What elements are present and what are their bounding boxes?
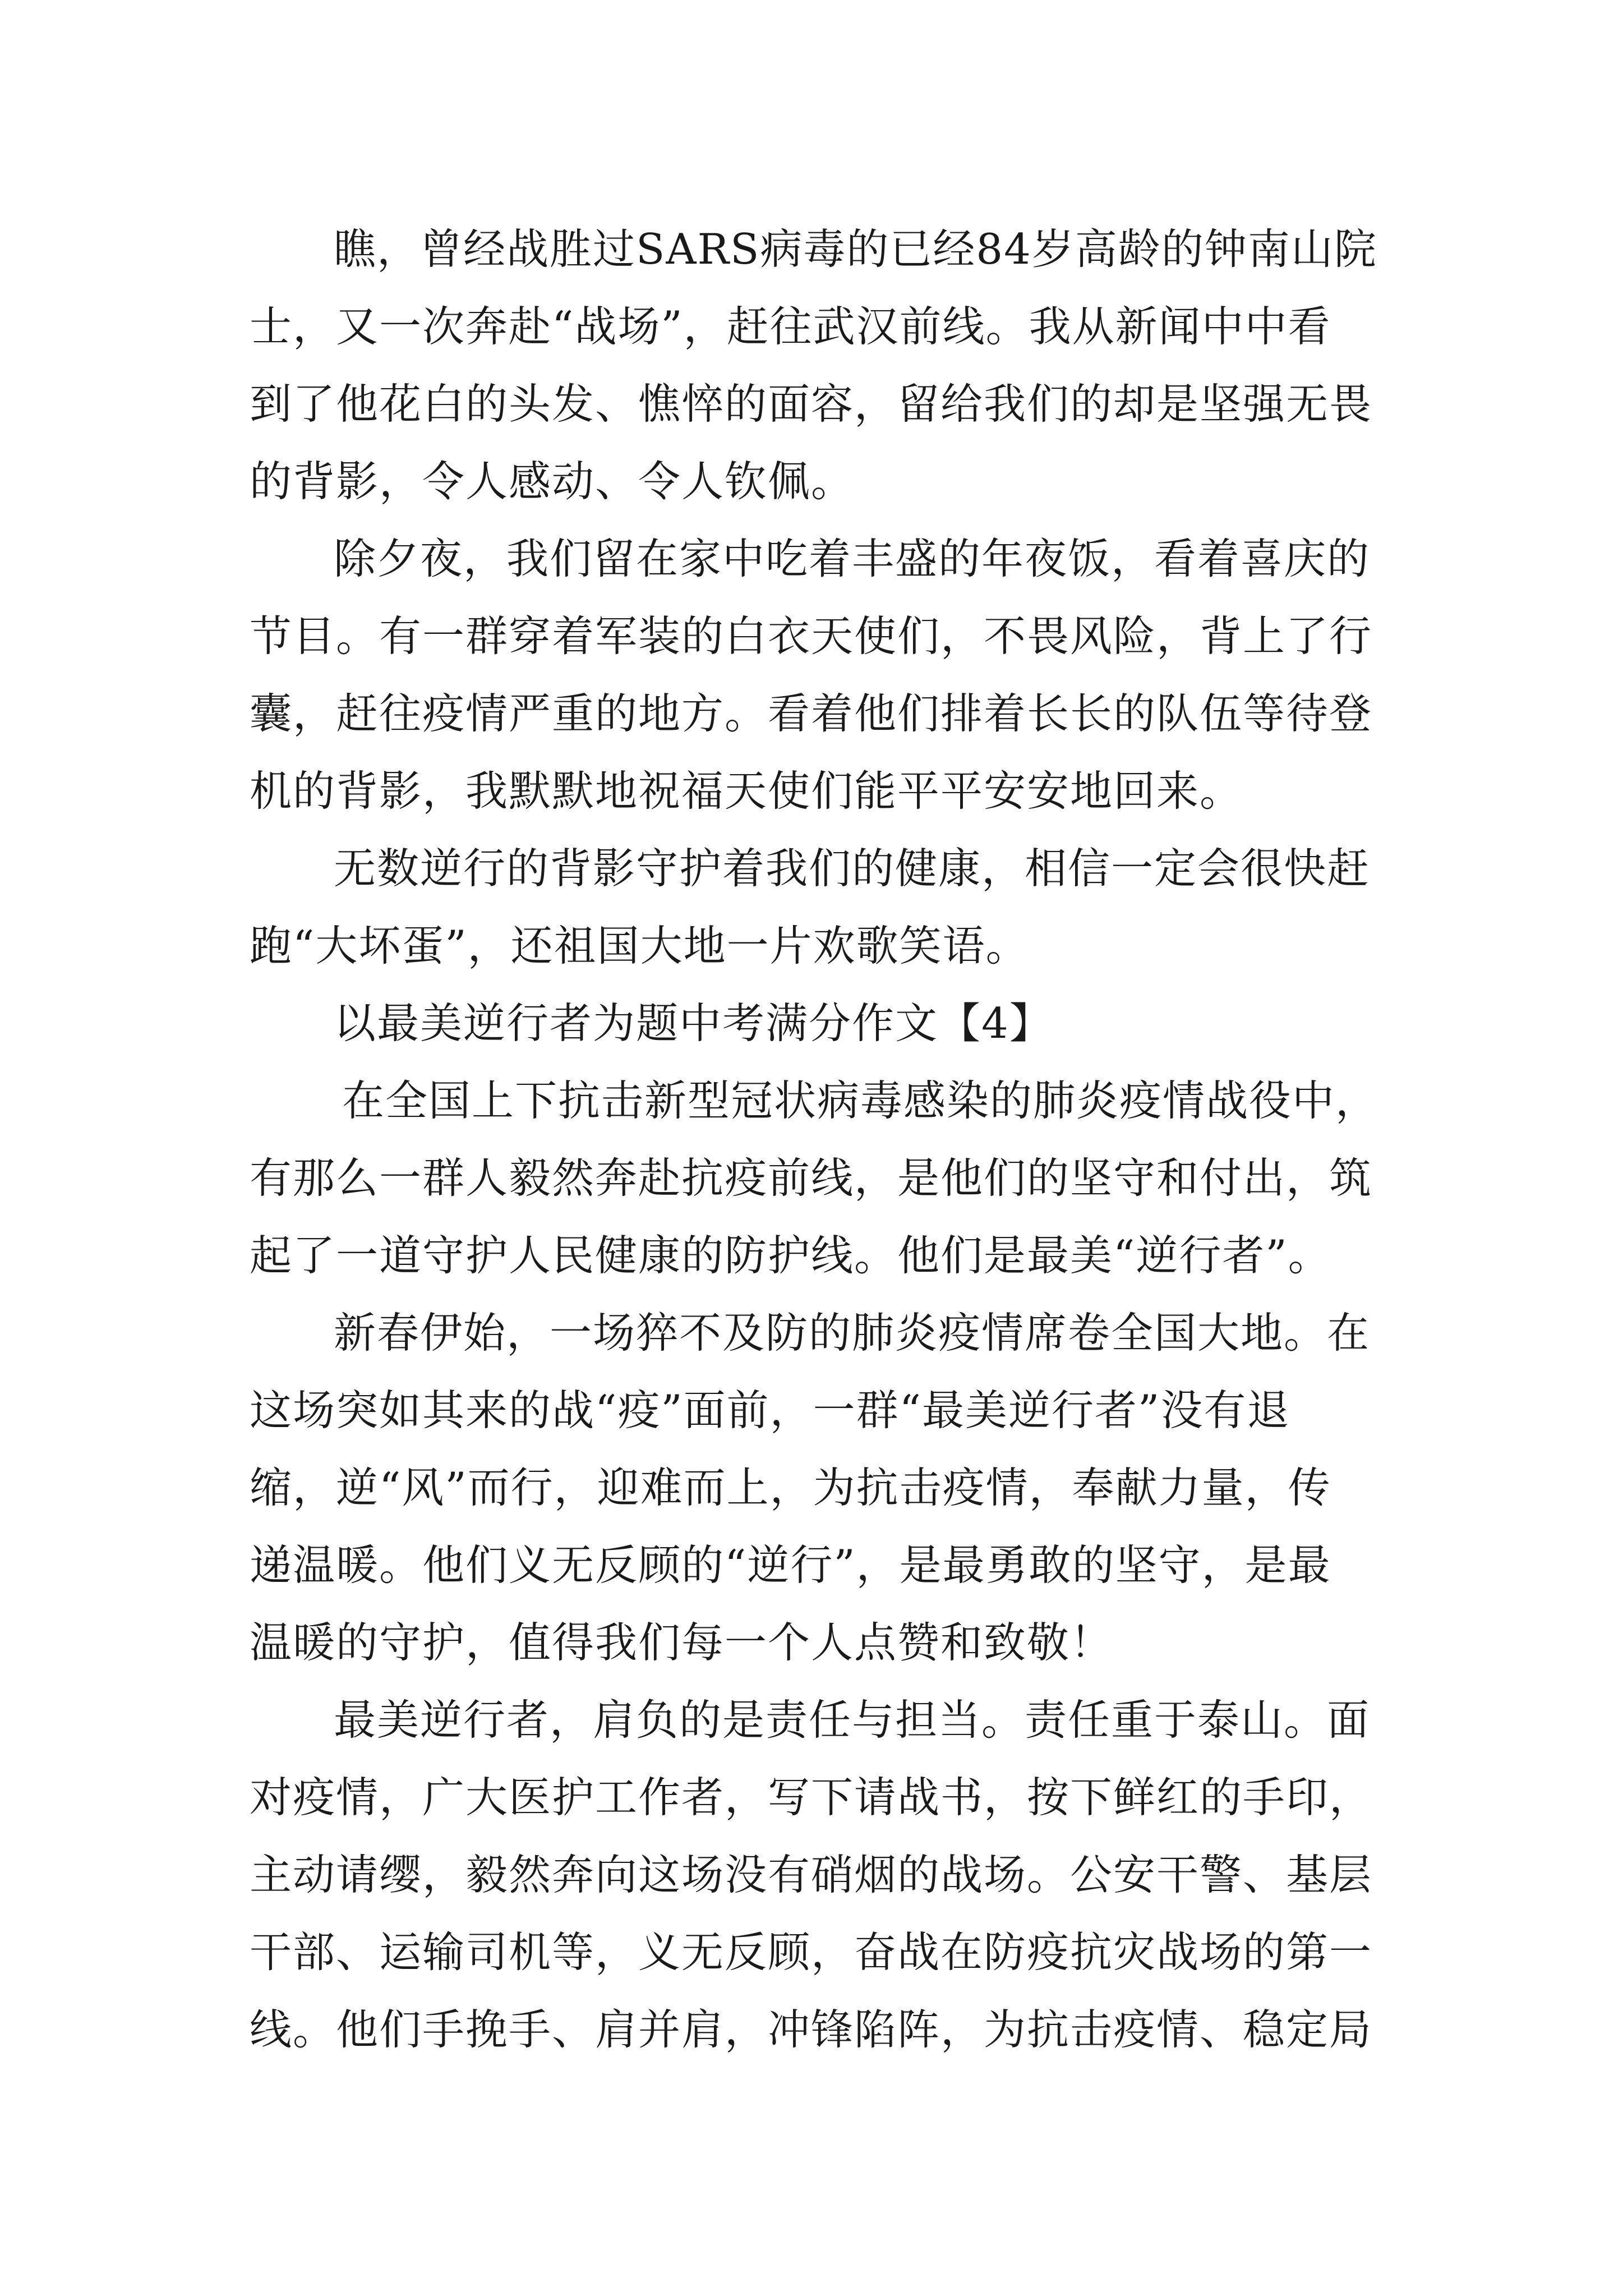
text-line: 新春伊始，一场猝不及防的肺炎疫情席卷全国大地。在 [334,1308,1371,1358]
text-line: 的背影，令人感动、令人钦佩。 [250,457,855,506]
text-line: 囊，赶往疫情严重的地方。看着他们排着长长的队伍等待登 [250,689,1373,738]
section-heading: 以最美逆行者为题中考满分作文【4】 [334,999,1053,1048]
text-line: 干部、运输司机等，义无反顾，奋战在防疫抗灾战场的第一 [250,1927,1373,1977]
text-line: 起了一道守护人民健康的防护线。他们是最美“逆行者”。 [250,1231,1331,1280]
text-line: 除夕夜，我们留在家中吃着丰盛的年夜饭，看着喜庆的 [334,534,1371,583]
text-line: 最美逆行者，肩负的是责任与担当。责任重于泰山。面 [334,1695,1371,1745]
text-line: 温暖的守护，值得我们每一个人点赞和致敬！ [250,1618,1114,1667]
text-line: 主动请缨，毅然奔向这场没有硝烟的战场。公安干警、基层 [250,1850,1373,1899]
body-text [250,210,1394,2068]
text-line: 有那么一群人毅然奔赴抗疫前线，是他们的坚守和付出，筑 [250,1153,1373,1203]
text-line: 机的背影，我默默地祝福天使们能平平安安地回来。 [250,766,1243,816]
text-line: 瞧，曾经战胜过SARS病毒的已经84岁高龄的钟南山院 [334,224,1377,274]
text-line: 线。他们手挽手、肩并肩，冲锋陷阵，为抗击疫情、稳定局 [250,2005,1373,2054]
text-line: 缩，逆“风”而行，迎难而上，为抗击疫情，奉献力量，传 [250,1463,1331,1512]
text-line: 跑“大坏蛋”，还祖国大地一片欢歌笑语。 [250,921,1029,970]
text-line: 递温暖。他们义无反顾的“逆行”，是最勇敢的坚守，是最 [250,1540,1331,1590]
text-line: 对疫情，广大医护工作者，写下请战书，按下鲜红的手印， [250,1773,1373,1822]
text-line: 无数逆行的背影守护着我们的健康，相信一定会很快赶 [334,844,1371,893]
text-line: 节目。有一群穿着军装的白衣天使们，不畏风险，背上了行 [250,611,1373,661]
text-line: 这场突如其来的战“疫”面前，一群“最美逆行者”没有退 [250,1386,1290,1435]
text-line: 到了他花白的头发、憔悴的面容，留给我们的却是坚强无畏 [250,379,1373,429]
text-line: 士，又一次奔赴“战场”，赶往武汉前线。我从新闻中中看 [250,302,1331,351]
text-line: 在全国上下抗击新型冠状病毒感染的肺炎疫情战役中， [342,1076,1379,1125]
